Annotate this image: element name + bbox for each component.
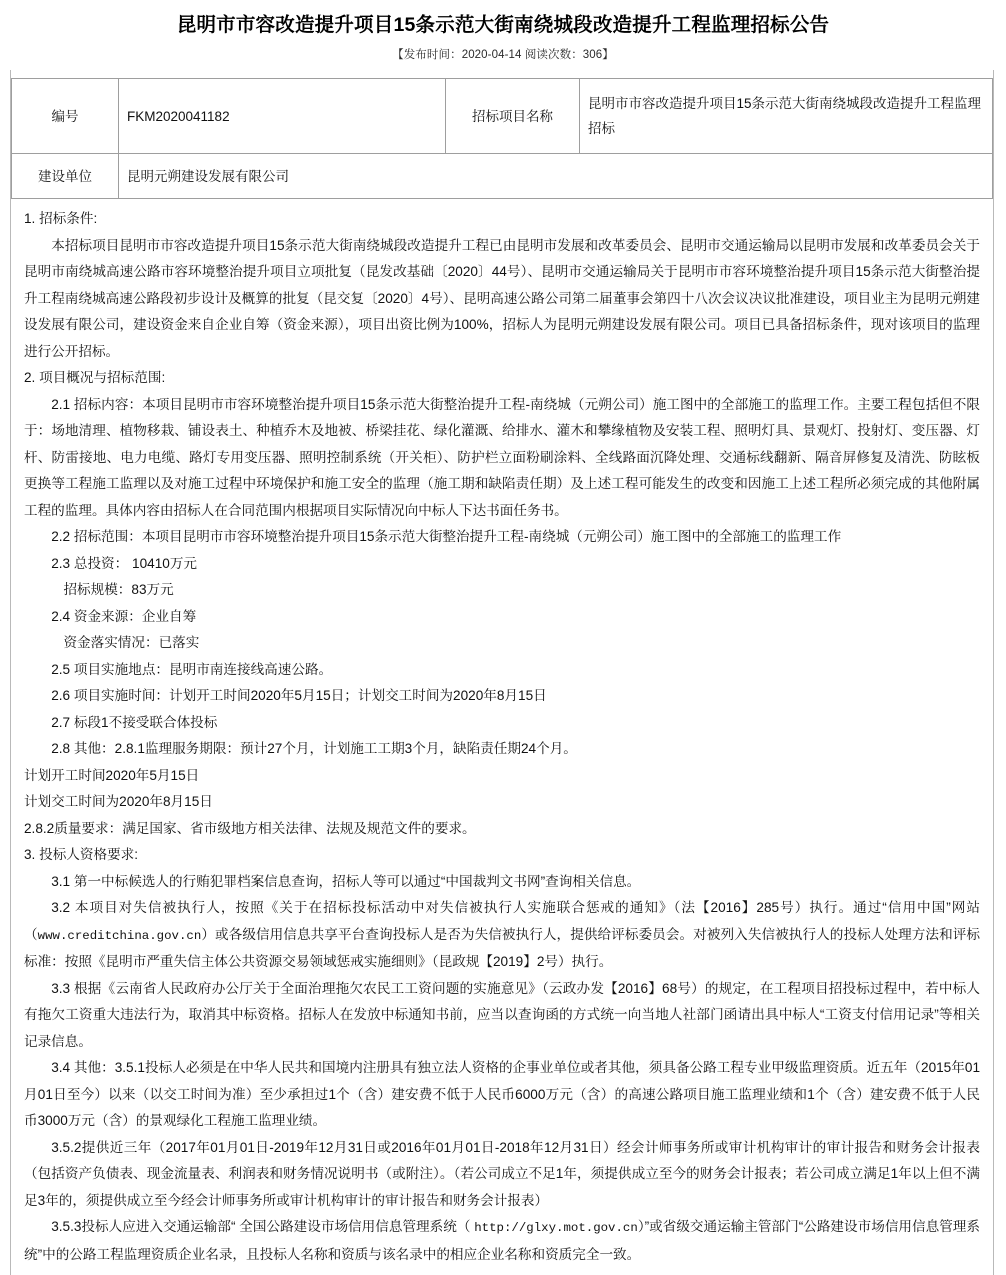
section-3-1: 3.1 第一中标候选人的行贿犯罪档案信息查询，招标人等可以通过“中国裁判文书网”查询相关信息。 <box>51 873 641 889</box>
section-2-2: 2.2 招标范围：本项目昆明市市容环境整治提升项目15条示范大街整治提升工程-南绕城（元朔公司）施工图中的全部施工的监理工作 <box>51 529 842 544</box>
title-block <box>0 0 1006 63</box>
section-2-1: 2.1 招标内容：本项目昆明市市容环境整治提升项目15条示范大街整治提升工程-南绕城（元朔公司）施工图中的全部施工的监理工作。主要工程包括但不限于：场地清理、植物移栽、铺设表土、种植乔木及地被、桥梁挂花、绿化灌溉、给排水、灌木和攀缘植物及安装工程、照明灯具、景观灯、投射灯、变压器、灯杆、防雷接地、电力电缆、路灯专用变压器、照明控制系统（开关柜）、防护栏立面粉刷涂料、全线路面沉降处理、交通标线翻新、隔音屏修复及清洗、防眩板更换等工程施工监理以及对施工过程中环境保护和施工安全的监理（施工期和缺陷责任期）及上述工程可能发生的改变和因施工上述工程所必须完成的其他附属工程的监理。具体内容由招标人在合同范围内根据项目实际情况向中标人下达书面任务书。 <box>24 396 980 518</box>
section-3-5-3-text-a: 3.5.3投标人应进入交通运输部“ 全国公路建设市场信用信息管理系统（ <box>51 1219 475 1234</box>
construction-unit-label: 建设单位 <box>12 154 119 199</box>
section-3-2-text-a: 3.2 本项目对失信被执行人，按照《关于在招标投标活动中对失信被执行人实施联合惩戒的通知》（法【2016】285号）执行。通过“信用中国”网站（ <box>24 900 980 942</box>
section-2-5: 2.5 项目实施地点：昆明市南连接线高速公路。 <box>51 661 333 677</box>
section-2-8-start-date: 计划开工时间2020年5月15日 <box>24 767 200 783</box>
creditchina-url: www.creditchina.gov.cn <box>37 928 202 943</box>
section-2-heading: 2. 项目概况与招标范围: <box>24 370 166 385</box>
section-3-5-2: 3.5.2提供近三年（2017年01月01日-2019年12月31日或2016年01月01日-2018年12月31日）经会计师事务所或审计机构审计的审计报告和财务会计报表（包括资产负债表、现金流量表、利润表和财务情况说明书（或附注）。（若公司成立不足1年，须提供成立至今的财务会计报表；若公司成立满足1年以上但不满足3年的，须提供成立至今经会计师事务所或审计机构审计的审计报告和财务会计报表） <box>24 1139 980 1208</box>
number-label: 编号 <box>12 79 119 154</box>
table-row <box>12 79 993 154</box>
section-2-8-end-date: 计划交工时间为2020年8月15日 <box>24 794 213 809</box>
section-3-5-3-text-b: ）”或省级交通运输主管部门“公路建设市场信用信息管理系统”中的公路工程监理资质企业名录，且投标人名称和资质与该名录中的相应企业名称和资质完全一致。 <box>24 1219 980 1262</box>
section-3-heading: 3. 投标人资格要求: <box>24 847 139 862</box>
section-2-3: 2.3 总投资： 10410万元 <box>51 555 198 571</box>
section-2-7: 2.7 标段1不接受联合体投标 <box>51 714 218 730</box>
section-1-heading: 1. 招标条件: <box>24 211 98 226</box>
project-name-value: 昆明市市容改造提升项目15条示范大街南绕城段改造提升工程监理招标 <box>580 79 993 154</box>
section-3-5-3 <box>24 1214 980 1268</box>
publication-meta: 【发布时间：2020-04-14 阅读次数：306】 <box>392 49 614 61</box>
announcement-body <box>11 199 993 1268</box>
number-value: FKM2020041182 <box>119 79 446 154</box>
glxy-mot-url: http://glxy.mot.gov.cn <box>474 1221 638 1235</box>
content-frame <box>10 70 994 1275</box>
section-2-8: 2.8 其他：2.8.1监理服务期限：预计27个月，计划施工工期3个月，缺陷责任期24个月。 <box>51 741 577 756</box>
section-2-4-status: 资金落实情况：已落实 <box>63 635 200 650</box>
construction-unit-value: 昆明元朔建设发展有限公司 <box>119 154 993 199</box>
project-name-label: 招标项目名称 <box>446 79 580 154</box>
section-2-4: 2.4 资金来源：企业自筹 <box>51 608 197 624</box>
section-3-2 <box>24 895 980 976</box>
page-title: 昆明市市容改造提升项目15条示范大街南绕城段改造提升工程监理招标公告 <box>176 14 830 36</box>
table-row <box>12 154 993 199</box>
section-2-3-scale: 招标规模：83万元 <box>63 582 174 597</box>
section-3-3: 3.3 根据《云南省人民政府办公厅关于全面治理拖欠农民工工资问题的实施意见》（云政办发【2016】68号）的规定，在工程项目招投标过程中，若中标人有拖欠工资重大违法行为，取消其中标资格。招标人在发放中标通知书前，应当以查询函的方式统一向当地人社部门函请出具中标人“工资支付信用记录”等相关记录信息。 <box>24 980 980 1049</box>
section-2-8-2: 2.8.2质量要求：满足国家、省市级地方相关法律、法规及规范文件的要求。 <box>24 820 476 836</box>
section-1-body: 本招标项目昆明市市容改造提升项目15条示范大街南绕城段改造提升工程已由昆明市发展和改革委员会、昆明市交通运输局以昆明市发展和改革委员会关于昆明市南绕城高速公路市容环境整治提升项目立项批复（昆发改基础〔2020〕44号）、昆明市交通运输局关于昆明市市容环境整治提升项目15条示范大街整治提升工程南绕城高速公路段初步设计及概算的批复（昆交复〔2020〕4号）、昆明高速公路公司第二届董事会第四十八次会议决议批准建设，项目业主为昆明元朔建设发展有限公司，建设资金来自企业自筹（资金来源），项目出资比例为100%，招标人为昆明元朔建设发展有限公司。项目已具备招标条件，现对该项目的监理进行公开招标。 <box>24 237 980 359</box>
section-3-2-text-b: ）或各级信用信息共享平台查询投标人是否为失信被执行人，提供给评标委员会。对被列入失信被执行人的投标人处理方法和评标标准：按照《昆明市严重失信主体公共资源交易领域惩戒实施细则》（昆政规【2019】2号）执行。 <box>24 926 981 969</box>
section-2-6: 2.6 项目实施时间：计划开工时间2020年5月15日；计划交工时间为2020年8月15日 <box>51 688 547 703</box>
project-info-table <box>11 78 993 199</box>
section-3-4: 3.4 其他：3.5.1投标人必须是在中华人民共和国境内注册具有独立法人资格的企事业单位或者其他，须具备公路工程专业甲级监理资质。近五年（2015年01月01日至今）以来（以交工时间为准）至少承担过1个（含）建安费不低于人民币6000万元（含）的高速公路项目施工监理业绩和1个（含）建安费不低于人民币3000万元（含）的景观绿化工程施工监理业绩。 <box>24 1060 980 1128</box>
